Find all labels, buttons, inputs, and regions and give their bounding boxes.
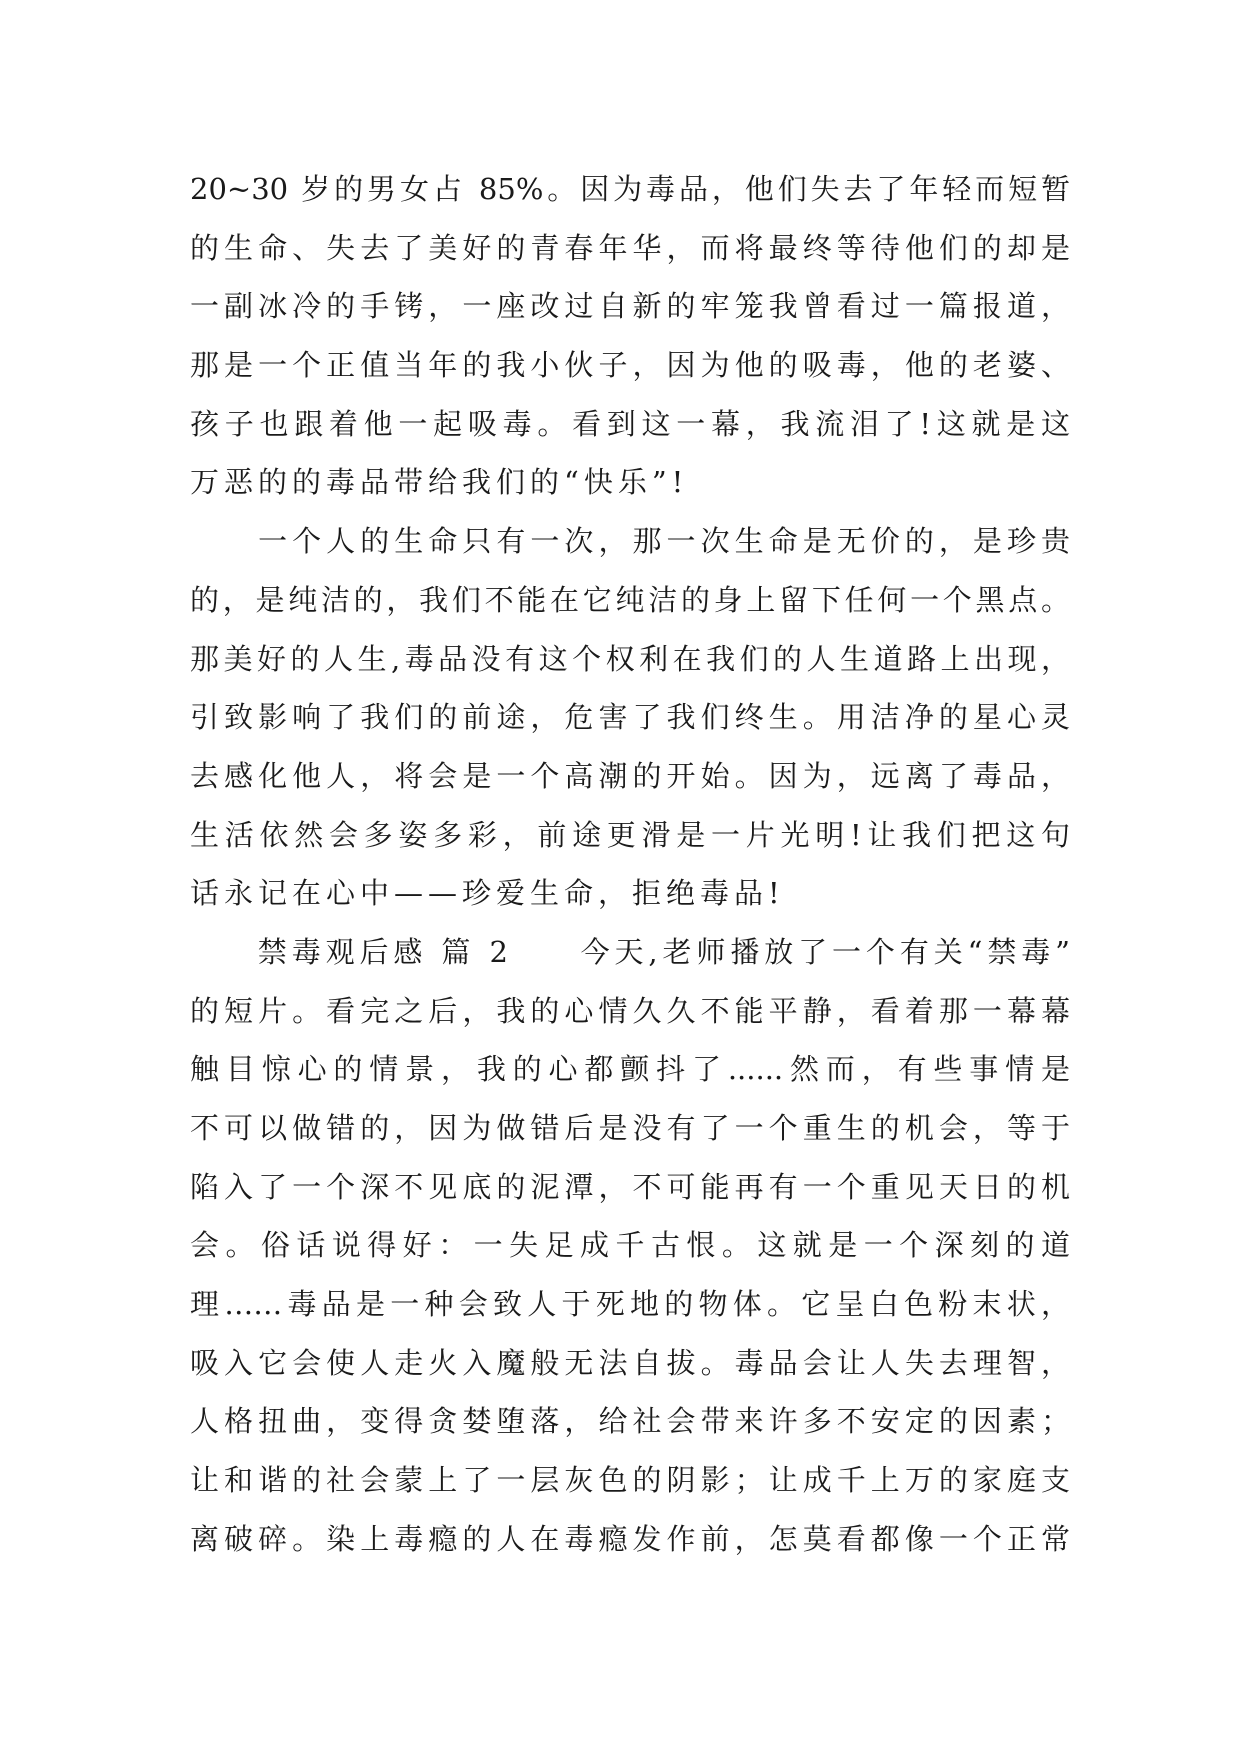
text-line: 会。俗话说得好：一失足成千古恨。这就是一个深刻的道	[190, 1228, 1070, 1263]
text-line: 的生命、失去了美好的青春年华，而将最终等待他们的却是	[190, 230, 1070, 265]
text-line: 那美好的人生,毒品没有这个权利在我们的人生道路上出现，	[190, 641, 1070, 676]
text-line: 那是一个正值当年的我小伙子，因为他的吸毒，他的老婆、	[190, 348, 1070, 383]
text-line: 理……毒品是一种会致人于死地的物体。它呈白色粉末状，	[190, 1287, 1070, 1322]
section-heading-line: 禁毒观后感 篇 2 今天,老师播放了一个有关“禁毒”	[190, 934, 1070, 969]
text-line: 离破碎。染上毒瘾的人在毒瘾发作前，怎莫看都像一个正常	[190, 1521, 1070, 1556]
text-line: 20~30 岁的男女占 85%。因为毒品，他们失去了年轻而短暂	[190, 172, 1070, 206]
text-line: 的短片。看完之后，我的心情久久不能平静，看着那一幕幕	[190, 993, 1070, 1028]
text-line: 孩子也跟着他一起吸毒。看到这一幕，我流泪了!这就是这	[190, 406, 1070, 441]
text-line: 人格扭曲，变得贪婪堕落，给社会带来许多不安定的因素；	[190, 1404, 1070, 1439]
text-line: 生活依然会多姿多彩，前途更滑是一片光明!让我们把这句	[190, 817, 1070, 852]
text-line	[190, 453, 1070, 512]
text-line: 去感化他人，将会是一个高潮的开始。因为，远离了毒品，	[190, 758, 1070, 793]
text-line: 吸入它会使人走火入魔般无法自拔。毒品会让人失去理智，	[190, 1345, 1070, 1380]
text-line: 一副冰冷的手铐，一座改过自新的牢笼我曾看过一篇报道，	[190, 289, 1070, 324]
text-line-content: 万恶的的毒品带给我们的“快乐”!	[190, 465, 689, 500]
body-text	[190, 160, 1070, 1569]
text-line: 一个人的生命只有一次，那一次生命是无价的，是珍贵	[190, 524, 1070, 559]
text-line: 让和谐的社会蒙上了一层灰色的阴影；让成千上万的家庭支	[190, 1463, 1070, 1498]
text-line: 引致影响了我们的前途，危害了我们终生。用洁净的星心灵	[190, 700, 1070, 735]
text-line: 陷入了一个深不见底的泥潭，不可能再有一个重见天日的机	[190, 1169, 1070, 1204]
text-line: 触目惊心的情景，我的心都颤抖了......然而，有些事情是	[190, 1052, 1070, 1087]
text-line-content: 话永记在心中——珍爱生命，拒绝毒品!	[190, 876, 785, 911]
text-line: 的，是纯洁的，我们不能在它纯洁的身上留下任何一个黑点。	[190, 582, 1070, 617]
text-line	[190, 864, 1070, 923]
text-line: 不可以做错的，因为做错后是没有了一个重生的机会，等于	[190, 1111, 1070, 1145]
